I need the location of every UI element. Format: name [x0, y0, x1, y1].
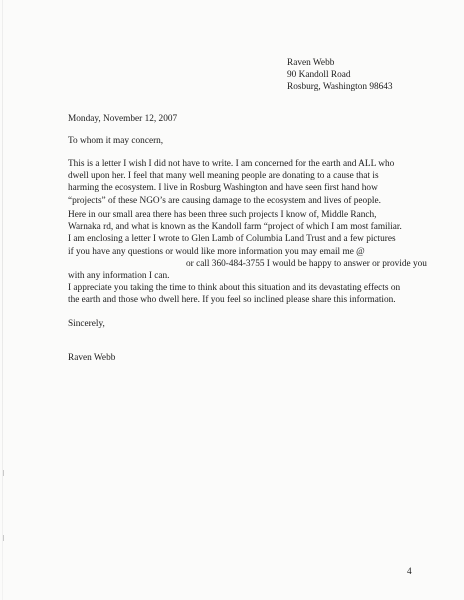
paragraph-line: dwell upon her. I feel that many well meaning people are donating to a cause that is	[68, 171, 379, 182]
letter-closing: Sincerely,	[68, 319, 105, 329]
paragraph-line-with-redaction-gap	[68, 258, 427, 270]
sender-city: Rosburg, Washington 98643	[287, 82, 393, 93]
scan-speck	[3, 470, 4, 476]
scan-edge-shadow	[2, 0, 3, 600]
paragraph-line: Warnaka rd, and what is known as the Kandoll farm “project of which I am most familiar.	[68, 222, 402, 233]
paragraph-line-text: or call 360-484-3755 I would be happy to answer or provide you	[186, 258, 427, 269]
letter-date: Monday, November 12, 2007	[68, 114, 178, 124]
scan-speck	[3, 535, 4, 541]
letter-salutation: To whom it may concern,	[68, 136, 164, 146]
paragraph-3	[68, 282, 404, 306]
sender-street: 90 Kandoll Road	[287, 70, 351, 81]
sender-name: Raven Webb	[287, 58, 335, 68]
paragraph-2	[68, 209, 427, 282]
paragraph-line: if you have any questions or would like more information you may email me @	[68, 246, 365, 257]
sender-address-block	[287, 57, 457, 94]
page-number: 4	[407, 567, 412, 577]
letter-signature: Raven Webb	[68, 353, 116, 363]
paragraph-line: This is a letter I wish I did not have to write. I am concerned for the earth and ALL who	[68, 159, 395, 169]
paragraph-line: I am enclosing a letter I wrote to Glen Lamb of Columbia Land Trust and a few pictures	[68, 234, 396, 245]
paragraph-line: harming the ecosystem. I live in Rosburg Washington and have seen first hand how	[68, 183, 378, 194]
paragraph-line: I appreciate you taking the time to think about this situation and its devastating effects on	[68, 283, 401, 293]
paragraph-1	[68, 158, 404, 207]
paragraph-line: with any information I can.	[68, 271, 170, 282]
paragraph-line: Here in our small area there has been three such projects I know of, Middle Ranch,	[68, 210, 377, 220]
paragraph-line: the earth and those who dwell here. If you feel so inclined please share this information.	[68, 295, 396, 306]
paragraph-line: “projects” of these NGO’s are causing damage to the ecosystem and lives of people.	[68, 195, 381, 206]
